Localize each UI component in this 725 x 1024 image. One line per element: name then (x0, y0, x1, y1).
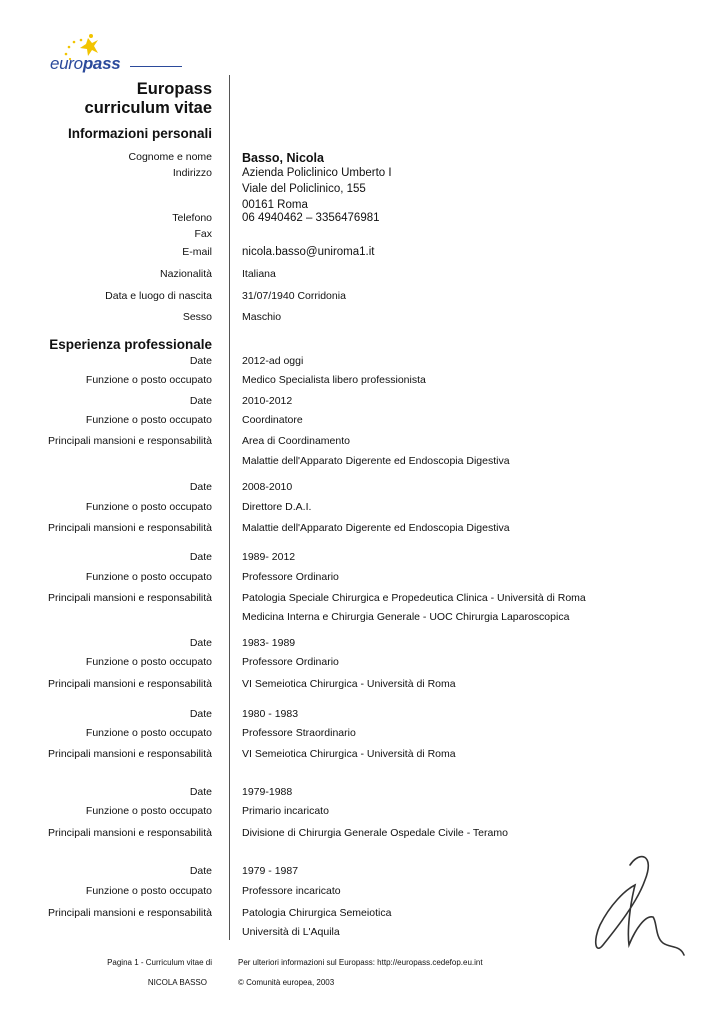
experience-duties-row: Principali mansioni e responsabilità Area di Coordinamento (47, 435, 350, 447)
experience-role-row: Funzione o posto occupato Professore incaricato (85, 885, 341, 897)
experience-role-row: Funzione o posto occupato Professore Ordinario (85, 571, 339, 583)
person-name: Basso, Nicola (242, 151, 324, 165)
experience-duties-row: Medicina Interna e Chirurgia Generale - UOC Chirurgia Laparoscopica (242, 611, 570, 623)
footer-info: Per ulteriori informazioni sul Europass: http://europass.cedefop.eu.int (238, 958, 483, 967)
experience-role-row: Funzione o posto occupato Direttore D.A.I. (85, 501, 312, 513)
experience-date-row: Date 1989- 2012 (189, 551, 296, 563)
row-email: E-mail nicola.basso@uniroma1.it (182, 246, 375, 258)
row-phone: Telefono 06 4940462 – 3356476981 (172, 212, 380, 224)
address-line: 00161 Roma (242, 199, 308, 211)
row-birth: Data e luogo di nascita 31/07/1940 Corridonia (105, 290, 346, 302)
experience-duties-row: Principali mansioni e responsabilità VI Semeiotica Chirurgica - Università di Roma (47, 678, 456, 690)
europass-logo (48, 32, 188, 78)
experience-role-row: Funzione o posto occupato Medico Specialista libero professionista (85, 374, 426, 386)
document-title: Europass curriculum vitae (84, 80, 212, 117)
row-nationality: Nazionalità Italiana (160, 268, 276, 280)
footer-page-label: Pagina 1 - Curriculum vitae di (107, 958, 212, 967)
europass-wordmark: europass (50, 54, 121, 73)
phone-value: 06 4940462 – 3356476981 (242, 212, 380, 224)
section-heading-experience: Esperienza professionale (49, 337, 212, 352)
address-line: Azienda Policlinico Umberto I (242, 167, 392, 179)
experience-date-row: Date 2010-2012 (189, 395, 293, 407)
experience-duties-row: Principali mansioni e responsabilità Divisione di Chirurgia Generale Ospedale Civile - Teramo (47, 827, 508, 839)
experience-date-row: Date 1980 - 1983 (189, 708, 299, 720)
footer-owner: NICOLA BASSO (147, 978, 207, 987)
experience-duties-row: Malattie dell'Apparato Digerente ed Endoscopia Digestiva (242, 455, 510, 467)
experience-duties-row: Università di L'Aquila (242, 926, 340, 938)
experience-role-row: Funzione o posto occupato Primario incaricato (85, 805, 329, 817)
experience-date-row: Date 1979-1988 (189, 786, 293, 798)
experience-role-row: Funzione o posto occupato Professore Ordinario (85, 656, 339, 668)
experience-date-row: Date 2008-2010 (189, 481, 293, 493)
experience-role-row: Funzione o posto occupato Coordinatore (85, 414, 303, 426)
experience-date-row: Date 1979 - 1987 (189, 865, 299, 877)
experience-duties-row: Principali mansioni e responsabilità VI Semeiotica Chirurgica - Università di Roma (47, 748, 456, 760)
section-heading-personal: Informazioni personali (67, 126, 212, 141)
row-address-2 (0, 183, 725, 199)
row-name: Cognome e nome Basso, Nicola (128, 151, 324, 165)
email-value: nicola.basso@uniroma1.it (242, 246, 375, 258)
handwritten-signature (585, 845, 685, 965)
experience-duties-row: Principali mansioni e responsabilità Patologia Chirurgica Semeiotica (47, 907, 392, 919)
experience-role-row: Funzione o posto occupato Professore Straordinario (85, 727, 356, 739)
address-line: Viale del Policlinico, 155 (242, 183, 366, 195)
experience-duties-row: Principali mansioni e responsabilità Malattie dell'Apparato Digerente ed Endoscopia Digestiva (47, 522, 510, 534)
row-sex: Sesso Maschio (182, 311, 282, 323)
row-address: Indirizzo Azienda Policlinico Umberto I (172, 167, 392, 179)
experience-duties-row: Principali mansioni e responsabilità Patologia Speciale Chirurgica e Propedeutica Clinica - Università di Roma (47, 592, 586, 604)
experience-date-row: Date 1983- 1989 (189, 637, 296, 649)
row-fax: Fax (194, 228, 212, 240)
logo-underline (130, 66, 182, 67)
footer-copyright: © Comunità europea, 2003 (238, 978, 335, 987)
experience-date-row: Date 2012-ad oggi (189, 355, 304, 367)
